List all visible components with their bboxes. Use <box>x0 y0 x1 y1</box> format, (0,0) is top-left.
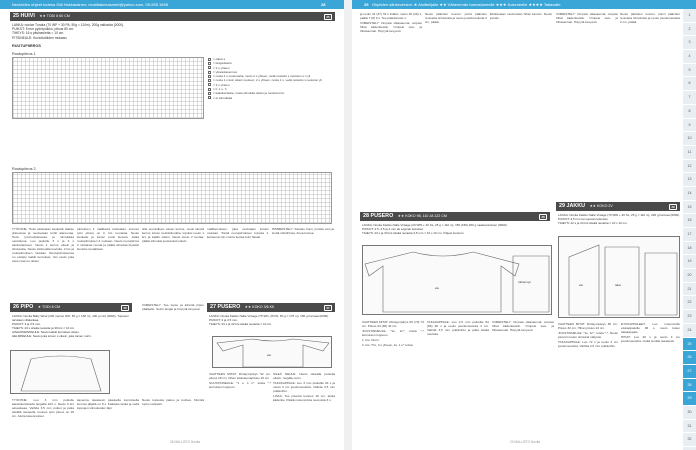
section-26-text-col2 <box>77 398 139 438</box>
section-26-text-col4 <box>142 398 204 438</box>
paragraph: LISÄÄ: Tee pituutta kunnes 16 cm, aloita kädentie. Päätä molemmista reunoista 3 s. <box>273 394 335 402</box>
side-tab-11[interactable]: 11 <box>683 146 696 160</box>
top-bar-right-text: Ohjeiden sähkeversiot: ★ Aloittelijalle ★★ Vähemmän harrastuneelle ★★★ Kokeneelle ★★★★ Taitavalle <box>372 2 561 7</box>
legend-symbol-icon <box>208 71 211 74</box>
section-27-header <box>207 303 335 312</box>
side-tab-32[interactable]: 32 <box>683 433 696 447</box>
paragraph: VIIMEISTELY: Tee tupsu ja kiinnitä pipon päälaelle. Solmi langat ja höyrytä kevyesti. <box>142 303 204 311</box>
footer-brand-left: MALLISTO Novita <box>174 440 201 444</box>
section-26-title: 26 PIPO <box>13 304 34 310</box>
legend-label: = ylivetokavennus <box>213 69 237 74</box>
section-29-subtitle: ★★ KOKO 2V <box>589 204 613 208</box>
paragraph: JOUSTINNEULE: *1o, 1n*, toista *-* kerroksen loppuun. <box>362 329 424 337</box>
page-number-right: 29 <box>364 2 369 7</box>
footer-page-left: 28 <box>170 440 174 444</box>
section-28-header <box>360 212 550 221</box>
right-page-text-col2 <box>425 12 487 212</box>
section-25-header <box>10 12 335 21</box>
side-tab-15[interactable]: 15 <box>683 201 696 215</box>
paragraph: 2. krs: *Ks, 3 o yhteen, ks, 1 o* toista. <box>362 343 414 347</box>
right-page-text-col1 <box>360 12 422 212</box>
legend-symbol-icon <box>208 66 211 69</box>
legend-symbol-icon <box>208 79 211 82</box>
section-25-text-col4 <box>207 227 269 293</box>
material-line: TIHEYS: 22 s ja 34 krs sileää neuletta = 10 x 10 cm. <box>558 221 628 225</box>
section-29-materials <box>558 213 680 225</box>
side-tabs <box>683 9 696 450</box>
paragraph: HIMMEISTELY: Kastele huivi, purista vesi ja levitä mittoihinsa. Anna kuivua. <box>272 227 334 235</box>
camera-icon: 25 <box>324 14 332 20</box>
paragraph: Ehdotetaan neulomaan hihat samoin. Neulo joustin. <box>490 12 552 20</box>
section-28-text-col3 <box>492 320 554 438</box>
section-26-subtitle: ★ TODI 8 CM <box>37 305 61 309</box>
paragraph: Neulo tupsusta paksu ja tuuhea. Kiinnitä tupsu vahvasti. <box>142 398 204 406</box>
footer-brand-right: MALLISTO Novita <box>514 440 541 444</box>
material-line: LANKA: Novita Kiekko Nalle Vintage (20 WW + 30 SL, 25 g = 110 m), 150 (150) 200 g vaaleansininen (0000). <box>362 223 508 227</box>
paragraph: TYÖOHJE: Luo 3 mm puikolle kaksinkertaisella langalla 104 s. Neulo 6 krs ainaoikeaa. Vaihda 3,5 mm puikot ja jatka sileällä neuleella, kunnes työn pituus on 18 cm. Aloita kavennukset. <box>12 398 74 418</box>
section-29-text-col2 <box>621 322 680 438</box>
section-29-text-col1 <box>558 322 618 438</box>
section-25-text-col5 <box>272 227 334 293</box>
section-26-materials <box>12 314 132 338</box>
side-tab-26[interactable]: 26 <box>683 351 696 365</box>
paragraph: VIIMEISTELY: Ompele olkasaumat, ompele hihat kädentieisiin. Ompele sivu- ja hihasaumat. Höyrytä kevyesti. <box>556 12 618 24</box>
chart-2-label: Ruutupiirros 2 <box>12 167 36 171</box>
side-tab-2[interactable]: 2 <box>683 23 696 37</box>
side-tab-5[interactable]: 5 <box>683 64 696 78</box>
legend-label: = kaksikertaisia, nosta silmukka oikein ja neulota tunn <box>213 91 285 96</box>
paragraph: sille suunnilleen toinen kerros, neulo täsmä kerros toinen keskisilmukka, lopuksi neulo 1 krs ja kaikki oikein. Neulo kuvio 2 kertaa, päätä silmukat joustavasti oikein. <box>142 227 204 243</box>
side-tab-10[interactable]: 10 <box>683 132 696 146</box>
footer-page-right: 29 <box>510 440 514 444</box>
paragraph: ETUKAPPALEET: Luo molemmille etukappaleille 38 s, neulo kuten takakappale. <box>621 322 680 334</box>
side-tab-9[interactable]: 9 <box>683 119 696 133</box>
side-tab-18[interactable]: 18 <box>683 242 696 256</box>
side-tab-29[interactable]: 29 <box>683 392 696 406</box>
legend-label: = nosta 1 s kuin oikein neuloen, 2 o yhteen, nosta 1 s, vedä nostettu s neulotun yli <box>213 78 322 83</box>
paragraph: VIIMEISTELY: Ompele olkasaumat, ompele hihat kädentieisiin. Ompele sivu- ja hihasaumat. Höyrytä kevyesti. <box>360 21 422 33</box>
side-tab-19[interactable]: 19 <box>683 255 696 269</box>
section-26-text-col1 <box>12 398 74 438</box>
paragraph: piirroksen 1 mallikerta toistetaan, kunnes työn pituus on 4. krs reunasta. Neulo keskelle ja toinen puoli kuviota. Jatka ruutupiirroksen 2 mukaan. Neulo ruutupiirros 2 mukaiset reunat ja päätä silmukat löysästi kuviota noudattaen. <box>77 227 139 251</box>
section-27-text-col2 <box>273 372 335 438</box>
schematic-label: etu <box>579 283 584 287</box>
section-27-text-col1 <box>209 372 271 438</box>
side-tab-14[interactable]: 14 <box>683 187 696 201</box>
side-tab-13[interactable]: 13 <box>683 173 696 187</box>
material-line: PUIKOT: 3,5 mm tai sopivan kokoiset. <box>558 217 609 221</box>
sweater-schematic-28 <box>362 245 552 315</box>
legend-symbol-icon <box>208 83 211 86</box>
side-tab-8[interactable]: 8 <box>683 105 696 119</box>
material-line: TIHEYS: 23 s ja 32 krs sileää neuletta = 10 cm. <box>209 322 272 326</box>
side-tab-17[interactable]: 17 <box>683 228 696 242</box>
legend-item <box>208 96 338 100</box>
paragraph: VAATTEEN MITAT: Rintaympärys 52 cm, pituus 28 cm, hihan sisäsaumapituus 16 cm. <box>209 372 271 380</box>
legend-label: = nosta 1 s neulomatta, neulo 2 o yhteen, vedä nostettu s neulotun s:n yli <box>213 74 311 79</box>
material-line: TIHEYS: 23 s sileää neuletta ja 30 krs = 10 cm. <box>12 326 75 330</box>
side-tab-27[interactable]: 27 <box>683 365 696 379</box>
section-28-materials <box>362 223 552 235</box>
section-28-text-col1 <box>362 320 424 438</box>
side-tab-6[interactable]: 6 <box>683 77 696 91</box>
legend-label: = 2 o yhteen <box>213 65 230 70</box>
paragraph: TAKAKAPPALE: Luo 2,5 mm puikoille 82 (86) 90 s ja neulo joustinneuletta 4 cm. Vaihda 3,5 mm puikkoihin ja jatka sileää neuletta. <box>427 320 489 336</box>
paragraph: Neulo pääntien reunus: poimi pääntien reunasta silmukoita ja neulo joustinneuletta 2 cm, päätä. <box>425 12 487 24</box>
cardigan-schematic-29 <box>558 236 680 318</box>
section-25-title: 25 HUIVI <box>13 13 35 19</box>
legend-symbol-icon <box>208 92 211 95</box>
paragraph: JOUSTINNEULE: *1o, 1n*, toista *-*. Neulo joka krs kuten silmukat näkyvät. <box>558 331 618 339</box>
legend-symbol-icon <box>208 58 211 61</box>
paragraph: TAKAKAPPALE: Luo 3 mm puikoille 64 s ja neulo 3 cm joustinneuletta. Vaihda 3,5 mm puikkoihin. <box>273 381 335 393</box>
paragraph: Neulo pääntien reunus: poimi pääntien reunasta silmukoita ja neulo joustinneuletta 2 cm, päätä. <box>620 12 680 24</box>
paragraph: TAKAKAPPALE: Luo 72 s ja neulo 3 cm joustinneuletta. Vaihda 3,5 mm puikkoihin. <box>558 340 618 348</box>
paragraph: ja neulo 41 (37) 33 s lisäksi, neulo 26 (29) s, päätä 7 (8) 9 s. Tee pääntiemäs s. <box>360 12 422 20</box>
side-tab-3[interactable]: 3 <box>683 36 696 50</box>
side-tab-7[interactable]: 7 <box>683 91 696 105</box>
legend-symbol-icon <box>208 62 211 65</box>
material-line: TIHEYS: 23 s ja 30 krs sileää neuletta 3,5 mm = 10 x 10 cm. Vihjeet kuvioon. <box>362 231 465 235</box>
paragraph: VAATTEEN MITAT: Rintaympärys 66 cm. Pituus 32 cm. Hihan pituus 24 cm. <box>558 322 618 330</box>
top-bar-left-text: Neuleiden ohjeet todesa Siili Hakkarainen; neulittakneasneet@yahoo.com, 09-555 1696 <box>12 2 168 7</box>
material-line: LANKA: Novita Baby Wool (100 merino WO, 50 g = 150 m), 100 g mint (0000). Tupsuun tarvitaan villalankaa. <box>12 314 129 322</box>
footer-left <box>170 440 200 444</box>
material-line: HELMINEULE: Neulo joka toinen s oikein, joka toinen nurin. <box>12 334 92 338</box>
section-25-text-col2 <box>77 227 139 293</box>
legend-label: = langankierto <box>213 61 232 66</box>
section-27-title: 27 PUSERO <box>210 304 241 310</box>
material-line: PUIKOT: 3 ja 3.5 mm. <box>12 322 42 326</box>
section-28-title: 28 PUSERO <box>363 213 394 219</box>
camera-icon: 26 <box>121 305 129 311</box>
schematic-label: taka <box>615 283 621 287</box>
section-25-materials <box>12 23 332 40</box>
section-25-text-col1 <box>12 227 74 293</box>
legend-symbol-icon <box>208 75 211 78</box>
page-number-left: 28 <box>321 2 326 7</box>
material-line: LANKA: novice Tundra (70 WP + 30 PA, 50g = 110m), 200g valkoista (0000). <box>12 23 125 27</box>
side-tab-1[interactable]: 1 <box>683 9 696 23</box>
sweater-schematic-27 <box>212 336 332 368</box>
paragraph: SUUSTINNEULE: *1 o, 1 n*, toista *-* kerroksen loppuun. <box>209 381 271 389</box>
side-tab-4[interactable]: 4 <box>683 50 696 64</box>
side-tab-28[interactable]: 28 <box>683 379 696 393</box>
paragraph: TYÖOHJE: Huivi aloitetaan keskeltä taakse yläreunaa ja neuloetaan kohti alareunaa. Huivi työ-huvikanavaa ja silmukkaa neulottuna. Luo puikolle 3 s ja 3 s aloitustankoon. Neulo 1 kerros oikein ja silmukoita. Neulo toistuvalla kuviolla, 2 krs ja ruutupiirroksen mukaan. Ruutupiirroksessa on esitetty kaikki kerrokset, niin neulo joka toinen kerros oikein. <box>12 227 74 263</box>
side-tab-21[interactable]: 21 <box>683 283 696 297</box>
paragraph: SILEÄ NEULE: Neulo oikealla puolella oikein, nurjalla nurin. <box>273 372 335 380</box>
chart-section-label: RUUTUPIIRROS <box>12 44 41 48</box>
schematic-label: vähennys <box>518 280 531 284</box>
side-tab-30[interactable]: 30 <box>683 406 696 420</box>
section-29-title: 29 JAKKU <box>559 203 586 209</box>
section-28-subtitle: ★★ KOKO 98, 110 JA 122 CM <box>397 214 447 218</box>
side-tab-16[interactable]: 16 <box>683 214 696 228</box>
section-29-header <box>556 202 680 211</box>
legend-label: = h, 1 o, h <box>213 87 227 92</box>
paragraph: VAATTEEN MITAT: Rintaympärys 66 (70) 74 cm. Pituus 34 (38) 42 cm. <box>362 320 424 328</box>
schematic-label: etu <box>435 286 440 290</box>
page-spine <box>344 0 352 450</box>
side-tab-23[interactable]: 23 <box>683 310 696 324</box>
paragraph: mallikerroksen, joka neulotaan kuvion mukaan. Toistä ruutupiirroksen kuviota 1. kertaa tai niin monta kertaa kuin haluat. <box>207 227 269 239</box>
hat-schematic <box>10 350 110 394</box>
side-tab-12[interactable]: 12 <box>683 160 696 174</box>
section-26-text-col3 <box>142 303 204 343</box>
material-line: PUIKOT: 2.5, 3.5 ja 4 mm tai sopivan kokoiset. <box>362 227 424 231</box>
material-line: PITSINEULE: Kuvioitutöiden mukaan. <box>12 35 68 40</box>
camera-icon: 29 <box>669 204 677 210</box>
legend-label: = ei silmukkaa <box>213 95 233 100</box>
section-27-materials <box>209 314 335 326</box>
footer-right <box>510 440 540 444</box>
legend-label: = 3 o yhteen <box>213 82 230 87</box>
right-page-text-col5 <box>620 12 680 202</box>
paragraph: HIHAT: Luo 40 s ja neulo 4 cm joustinneuletta. Lisää sivuille tasaisesti. <box>621 335 680 343</box>
side-tab-24[interactable]: 24 <box>683 324 696 338</box>
legend-label: = oikea s <box>213 57 226 61</box>
section-25-text-col3 <box>142 227 204 293</box>
legend-symbol-icon <box>208 88 211 91</box>
paragraph: 1. krs: Nurin. <box>362 338 380 342</box>
knitting-chart-2 <box>12 172 332 224</box>
section-25-subtitle: ★★ TODI 8 60 CM <box>39 14 70 18</box>
paragraph: kavenna tasaisesti jokaisella kerroksella kunnes jäljellä on 8 s. Katkaise lanka ja vedä loppujen silmukoiden läpi. <box>77 398 139 410</box>
section-26-header <box>10 303 132 312</box>
material-line: LANKA: Novita Kiekko Nalle Vintage (70 WW + 30 SL, 25 g = 110 m), 200 g harmaa (0000). <box>558 213 680 217</box>
side-tab-31[interactable]: 31 <box>683 420 696 434</box>
chart-legend <box>208 57 338 100</box>
material-line: TIHEYS: 16 s pitsineuletta = 10 cm. <box>12 31 65 36</box>
side-tab-20[interactable]: 20 <box>683 269 696 283</box>
legend-symbol-icon <box>208 96 211 99</box>
side-tab-25[interactable]: 25 <box>683 338 696 352</box>
camera-icon: 27 <box>324 305 332 311</box>
camera-icon: 28 <box>539 214 547 220</box>
side-tab-22[interactable]: 22 <box>683 296 696 310</box>
material-line: PUIKOT: 3 ja 3.5 mm. <box>209 318 239 322</box>
material-line: PUIKOT: 5 mm pyöröpuikko, pituus 80 cm. <box>12 27 75 32</box>
right-page-text-col3 <box>490 12 552 212</box>
material-line: LANKA: Novita Kiekko Nalle Vintage (75 WO, 25 PA, 50 g = 175 m), 150 g harmaa (0000). <box>209 314 330 318</box>
right-page-text-col4 <box>556 12 618 202</box>
chart-1-label: Ruutupiirros 1 <box>12 52 36 56</box>
section-28-text-col2 <box>427 320 489 438</box>
knitting-chart-1 <box>12 57 204 119</box>
section-27-subtitle: ★★ KOKO 3/6 KK <box>244 305 275 309</box>
paragraph: VIIMEISTELY: Ompele olkasaumat, ompele hihat kädentieisiin. Ompele sivu- ja hihasaumat. Höyrytä kevyesti. <box>492 320 554 332</box>
schematic-label: etu <box>267 353 272 357</box>
material-line: AINAOIKEINNEULE: Neulo kaikki kerrokset oikein. <box>12 330 80 334</box>
